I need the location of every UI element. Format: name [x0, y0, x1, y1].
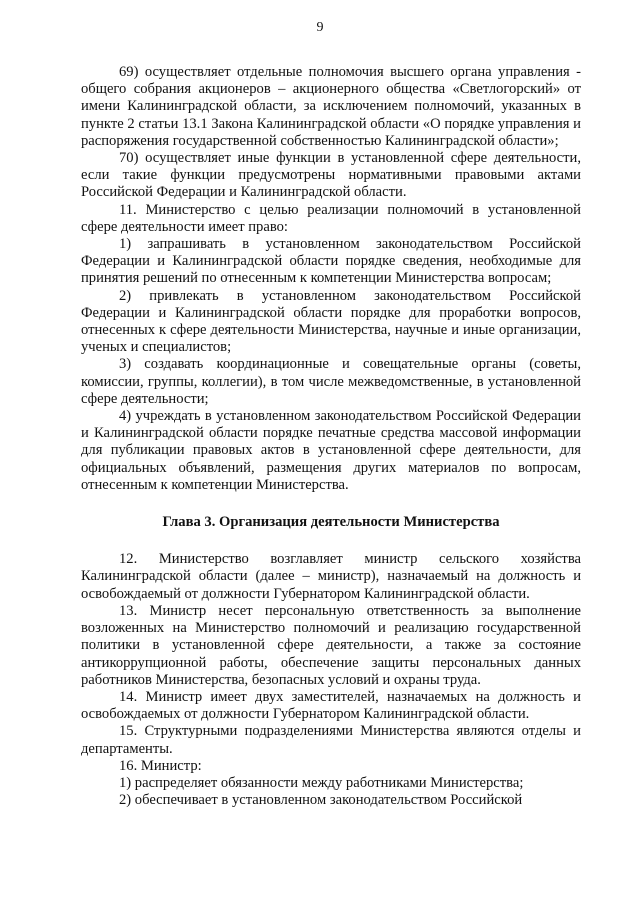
paragraph-clause-14: 14. Министр имеет двух заместителей, назначаемых на должность и освобождаемых от должности Губернатором Калининградской области.	[81, 688, 581, 723]
paragraph-clause-16: 16. Министр:	[119, 757, 202, 774]
chapter-heading: Глава 3. Организация деятельности Министерства	[162, 514, 500, 531]
page-number: 9	[316, 20, 324, 35]
paragraph-duty-1: 1) распределяет обязанности между работниками Министерства;	[119, 774, 524, 791]
paragraph-duty-2: 2) обеспечивает в установленном законодательством Российской	[119, 792, 523, 809]
paragraph-right-3: 3) создавать координационные и совещательные органы (советы, комиссии, группы, коллегии), в том числе межведомственные, в установленной сфере деятельности;	[81, 356, 581, 407]
paragraph-right-2: 2) привлекать в установленном законодательством Российской Федерации и Калининградской области порядке для проработки вопросов, отнесенных к сфере деятельности Министерства, научные и иные организации, ученых и специалистов;	[81, 287, 581, 356]
paragraph-clause-12: 12. Министерство возглавляет министр сельского хозяйства Калининградской области (далее – министр), назначаемый на должность и освобождаемый от должности Губернатором Калининградской области.	[81, 551, 581, 602]
paragraph-clause-15: 15. Структурными подразделениями Министерства являются отделы и департаменты.	[81, 723, 581, 757]
paragraph-clause-13: 13. Министр несет персональную ответственность за выполнение возложенных на Министерство полномочий и реализацию государственной политики в установленной сфере деятельности, а также за состояние антикоррупционной работы, обеспечение защиты персональных данных работников Министерства, безопасных условий и охраны труда.	[81, 602, 581, 688]
document-body	[81, 64, 581, 809]
paragraph-item-69: 69) осуществляет отдельные полномочия высшего органа управления - общего собрания акционеров – акционерного общества «Светлогорский» от имени Калининградской области, за исключением полномочий, указанных в пункте 2 статьи 13.1 Закона Калининградской области «О порядке управления и распоряжения государственной собственностью Калининградской области»;	[81, 64, 581, 149]
paragraph-clause-11: 11. Министерство с целью реализации полномочий в установленной сфере деятельности имеет право:	[81, 201, 581, 235]
paragraph-right-4: 4) учреждать в установленном законодательством Российской Федерации и Калининградской области порядке печатные средства массовой информации для публикации правовых актов в установленной сфере деятельности, для официальных объявлений, размещения других материалов по вопросам, отнесенным к компетенции Министерства.	[81, 408, 581, 493]
paragraph-right-1: 1) запрашивать в установленном законодательством Российской Федерации и Калининградской области порядке сведения, необходимые для принятия решений по отнесенным к компетенции Министерства вопросам;	[81, 236, 581, 287]
paragraph-item-70: 70) осуществляет иные функции в установленной сфере деятельности, если такие функции предусмотрены нормативными правовыми актами Российской Федерации и Калининградской области.	[81, 150, 581, 201]
